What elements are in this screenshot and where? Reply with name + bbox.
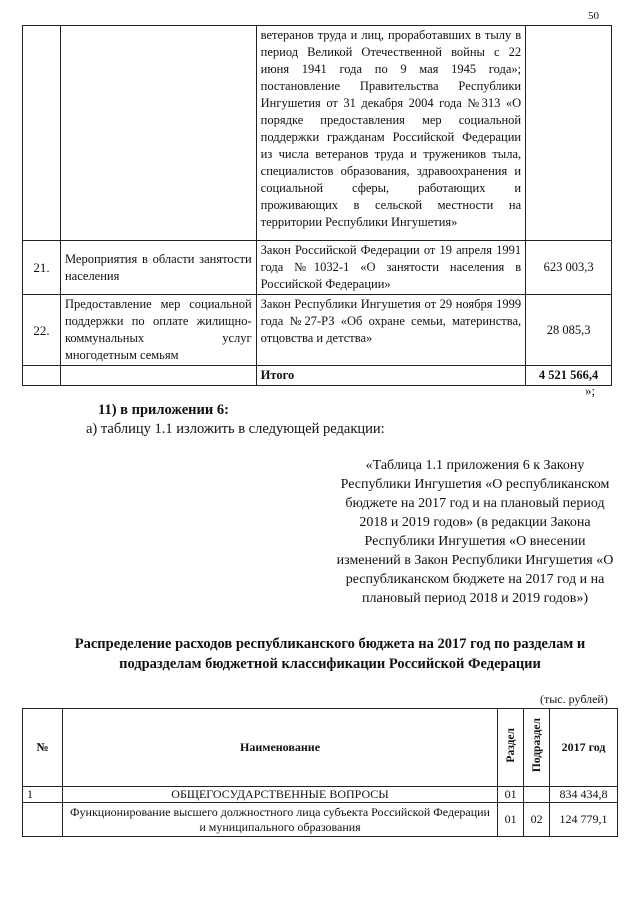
row-amount (526, 26, 612, 241)
row-amount: 623 003,3 (526, 241, 612, 295)
units-label: (тыс. рублей) (540, 692, 608, 706)
closing-mark: »; (585, 383, 596, 398)
row-law: Закон Российской Федерации от 19 апреля 1991 года №1032-1 «О занятости населения в Российской Федерации» (256, 241, 525, 295)
table-row (23, 241, 612, 295)
header-section: Раздел (498, 709, 524, 787)
table-row (23, 803, 618, 837)
row-name: Мероприятия в области занятости населения (60, 241, 256, 295)
row-name: Функционирование высшего должностного лица субъекта Российской Федерации и муниципального образования (62, 803, 497, 837)
row-number (23, 803, 63, 837)
total-row (23, 366, 612, 386)
row-subsection (524, 787, 550, 803)
total-value: 4 521 566,4 (526, 366, 612, 386)
document-title: Распределение расходов республиканского бюджета на 2017 год по разделам и подразделам бюджетной классификации Российской Федерации (74, 636, 586, 672)
row-name: Предоставление мер социальной поддержки по оплате жилищно-коммунальных услуг многодетным семьям (60, 295, 256, 366)
row-law: ветеранов труда и лиц, проработавших в тылу в период Великой Отечественной войны с 22 июня 1941 года по 9 мая 1945 года»; постановление Правительства Республики Ингушетия от 31 декабря 2004 года №313 «О порядке предоставления мер социальной поддержки гражданам Российской Федерации из числа ветеранов труда и тружеников тыла, специалистов образования, здравоохранения и социальной сферы, работающих и проживающих в сельской местности на территории Республики Ингушетия» (256, 26, 525, 241)
row-amount: 28 085,3 (526, 295, 612, 366)
budget-table (22, 708, 618, 837)
table-row (23, 295, 612, 366)
header-name: Наименование (62, 709, 497, 787)
table-caption: «Таблица 1.1 приложения 6 к Закону Республики Ингушетия «О республиканском бюджете на 2017 год и на плановый период 2018 и 2019 годов» (в редакции Закона Республики Ингушетия «О внесении изменений в Закон Республики Ингушетия «О республиканском бюджете на 2017 год и на плановый период 2018 и 2019 годов») (336, 458, 614, 606)
page-number: 50 (588, 10, 599, 22)
header-year: 2017 год (550, 709, 618, 787)
header-num: № (23, 709, 63, 787)
table-header-row (23, 709, 618, 787)
subsection-text: а) таблицу 1.1 изложить в следующей редакции: (86, 421, 385, 437)
table-row (23, 26, 612, 241)
total-label: Итого (256, 366, 525, 386)
expenditure-table (22, 25, 612, 386)
row-number: 22. (23, 295, 61, 366)
row-number (23, 26, 61, 241)
row-number: 21. (23, 241, 61, 295)
row-amount: 124 779,1 (550, 803, 618, 837)
table-row (23, 787, 618, 803)
row-section: 01 (498, 803, 524, 837)
row-amount: 834 434,8 (550, 787, 618, 803)
row-name: ОБЩЕГОСУДАРСТВЕННЫЕ ВОПРОСЫ (62, 787, 497, 803)
section-heading: 11) в приложении 6: (98, 402, 229, 418)
header-subsection: Подраздел (524, 709, 550, 787)
row-number: 1 (23, 787, 63, 803)
row-name (60, 26, 256, 241)
row-section: 01 (498, 787, 524, 803)
row-subsection: 02 (524, 803, 550, 837)
row-law: Закон Республики Ингушетия от 29 ноября 1999 года №27-РЗ «Об охране семьи, материнства, отцовства и детства» (256, 295, 525, 366)
